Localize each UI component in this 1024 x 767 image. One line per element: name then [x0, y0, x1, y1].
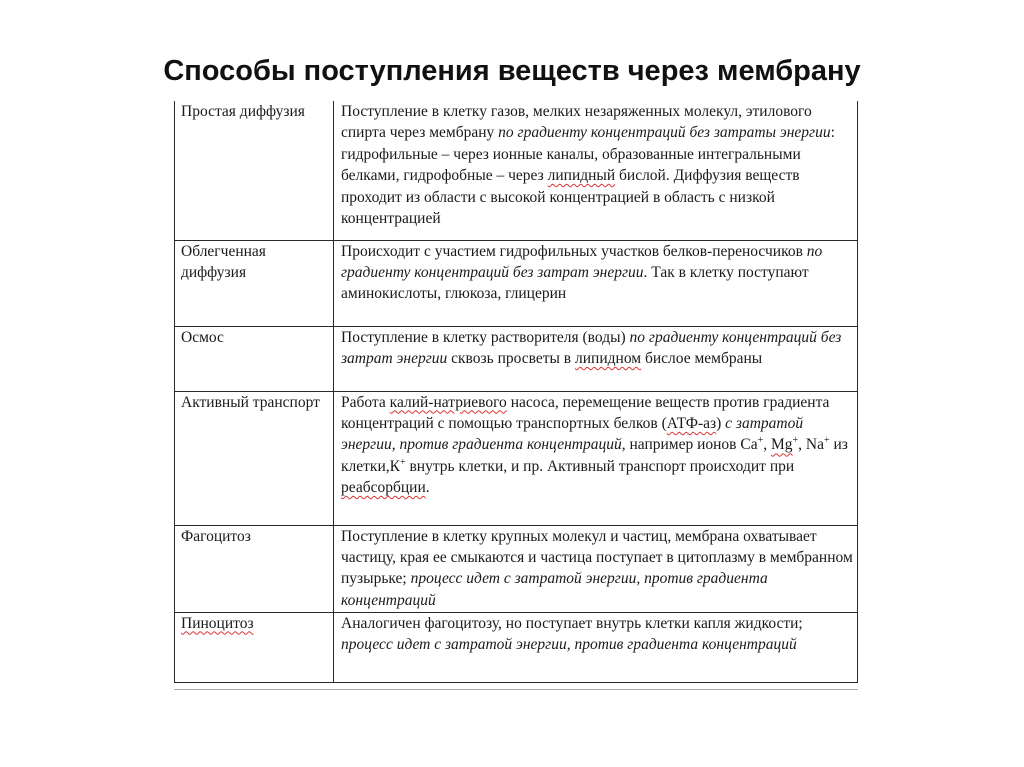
- text-segment: ): [716, 414, 726, 432]
- description-cell: [334, 101, 858, 240]
- term-cell: [175, 391, 334, 525]
- italic-text-segment: по градиенту концентраций без затраты энергии: [498, 124, 831, 142]
- term-text: Активный транспорт: [181, 393, 320, 411]
- term-cell: [175, 612, 334, 682]
- table-row: [175, 525, 858, 612]
- table-row: [175, 101, 858, 240]
- description-cell: [334, 612, 858, 682]
- term-text: Фагоцитоз: [181, 527, 251, 545]
- term-cell: [175, 326, 334, 391]
- text-segment: Происходит с участием гидрофильных участков белков-переносчиков: [341, 242, 807, 260]
- italic-text-segment: по градиенту концентраций без затрат энергии: [341, 242, 823, 281]
- text-segment: внутрь клетки, и пр. Активный транспорт происходит при: [405, 457, 795, 475]
- text-segment: Поступление в клетку растворителя (воды): [341, 328, 630, 346]
- page-title: Способы поступления веществ через мембрану: [163, 55, 861, 87]
- text-segment: ,: [763, 436, 771, 454]
- description-cell: [334, 326, 858, 391]
- description-cell: [334, 240, 858, 326]
- text-segment: бислое мембраны: [641, 349, 763, 367]
- italic-text-segment: процесс идет с затратой энергии, против градиента концентраций: [341, 635, 797, 653]
- text-segment: , например ионов Ca: [621, 436, 758, 454]
- term-text: Облегченная диффузия: [181, 242, 266, 281]
- table-bottom-rule: [174, 689, 858, 690]
- text-segment: .: [425, 479, 430, 497]
- membrane-transport-table: [174, 101, 858, 683]
- text-segment: Поступление в клетку газов, мелких незаряженных молекул, этилового спирта через мембрану: [341, 103, 812, 142]
- text-segment: : гидрофильные – через ионные каналы, образованные интегральными белками, гидрофобные – через: [341, 124, 835, 185]
- text-segment: . Так в клетку поступают аминокислоты, глюкоза, глицерин: [341, 263, 809, 303]
- term-cell: [175, 101, 334, 240]
- italic-text-segment: с затратой энергии, против градиента концентраций: [341, 414, 804, 454]
- term-text: Простая диффузия: [181, 103, 305, 120]
- table-row: [175, 326, 858, 391]
- text-segment: липидном: [575, 349, 642, 367]
- table-row: [175, 240, 858, 326]
- text-segment: +: [757, 435, 764, 447]
- table-body: [175, 101, 858, 682]
- text-segment: АТФ-аз: [666, 414, 717, 432]
- italic-text-segment: процесс идет с затратой энергии, против градиента концентраций: [341, 570, 768, 609]
- text-segment: сквозь просветы в: [447, 349, 576, 367]
- italic-text-segment: по градиенту концентраций без затрат энергии: [341, 328, 842, 367]
- text-segment: +: [792, 435, 799, 447]
- text-segment: калий-натриевого: [389, 393, 507, 411]
- text-segment: бислой. Диффузия веществ проходит из области с высокой концентрацией в область с низкой концентрацией: [341, 167, 800, 228]
- description-cell: [334, 391, 858, 525]
- text-segment: Аналогичен фагоцитозу, но поступает внутрь клетки капля жидкости;: [341, 614, 803, 632]
- table-row: [175, 391, 858, 525]
- text-segment: , Na: [798, 436, 824, 454]
- text-segment: Работа: [341, 393, 390, 411]
- term-text: Осмос: [181, 328, 224, 346]
- text-segment: Mg: [770, 436, 793, 454]
- text-segment: реабсорбции: [341, 479, 426, 497]
- term-text: Пиноцитоз: [181, 614, 254, 632]
- term-cell: [175, 525, 334, 612]
- text-segment: Поступление в клетку крупных молекул и частиц, мембрана охватывает частицу, края ее смыкаются и частица поступает в цитоплазму в мембранном пузырьке;: [341, 527, 853, 588]
- text-segment: +: [824, 435, 830, 447]
- text-segment: насоса, перемещение веществ против градиента концентраций с помощью транспортных белков (: [341, 393, 830, 432]
- description-cell: [334, 525, 858, 612]
- text-segment: из клетки,К: [341, 436, 848, 475]
- text-segment: липидный: [547, 167, 616, 185]
- term-cell: [175, 240, 334, 326]
- text-segment: +: [399, 456, 406, 468]
- table-row: [175, 612, 858, 682]
